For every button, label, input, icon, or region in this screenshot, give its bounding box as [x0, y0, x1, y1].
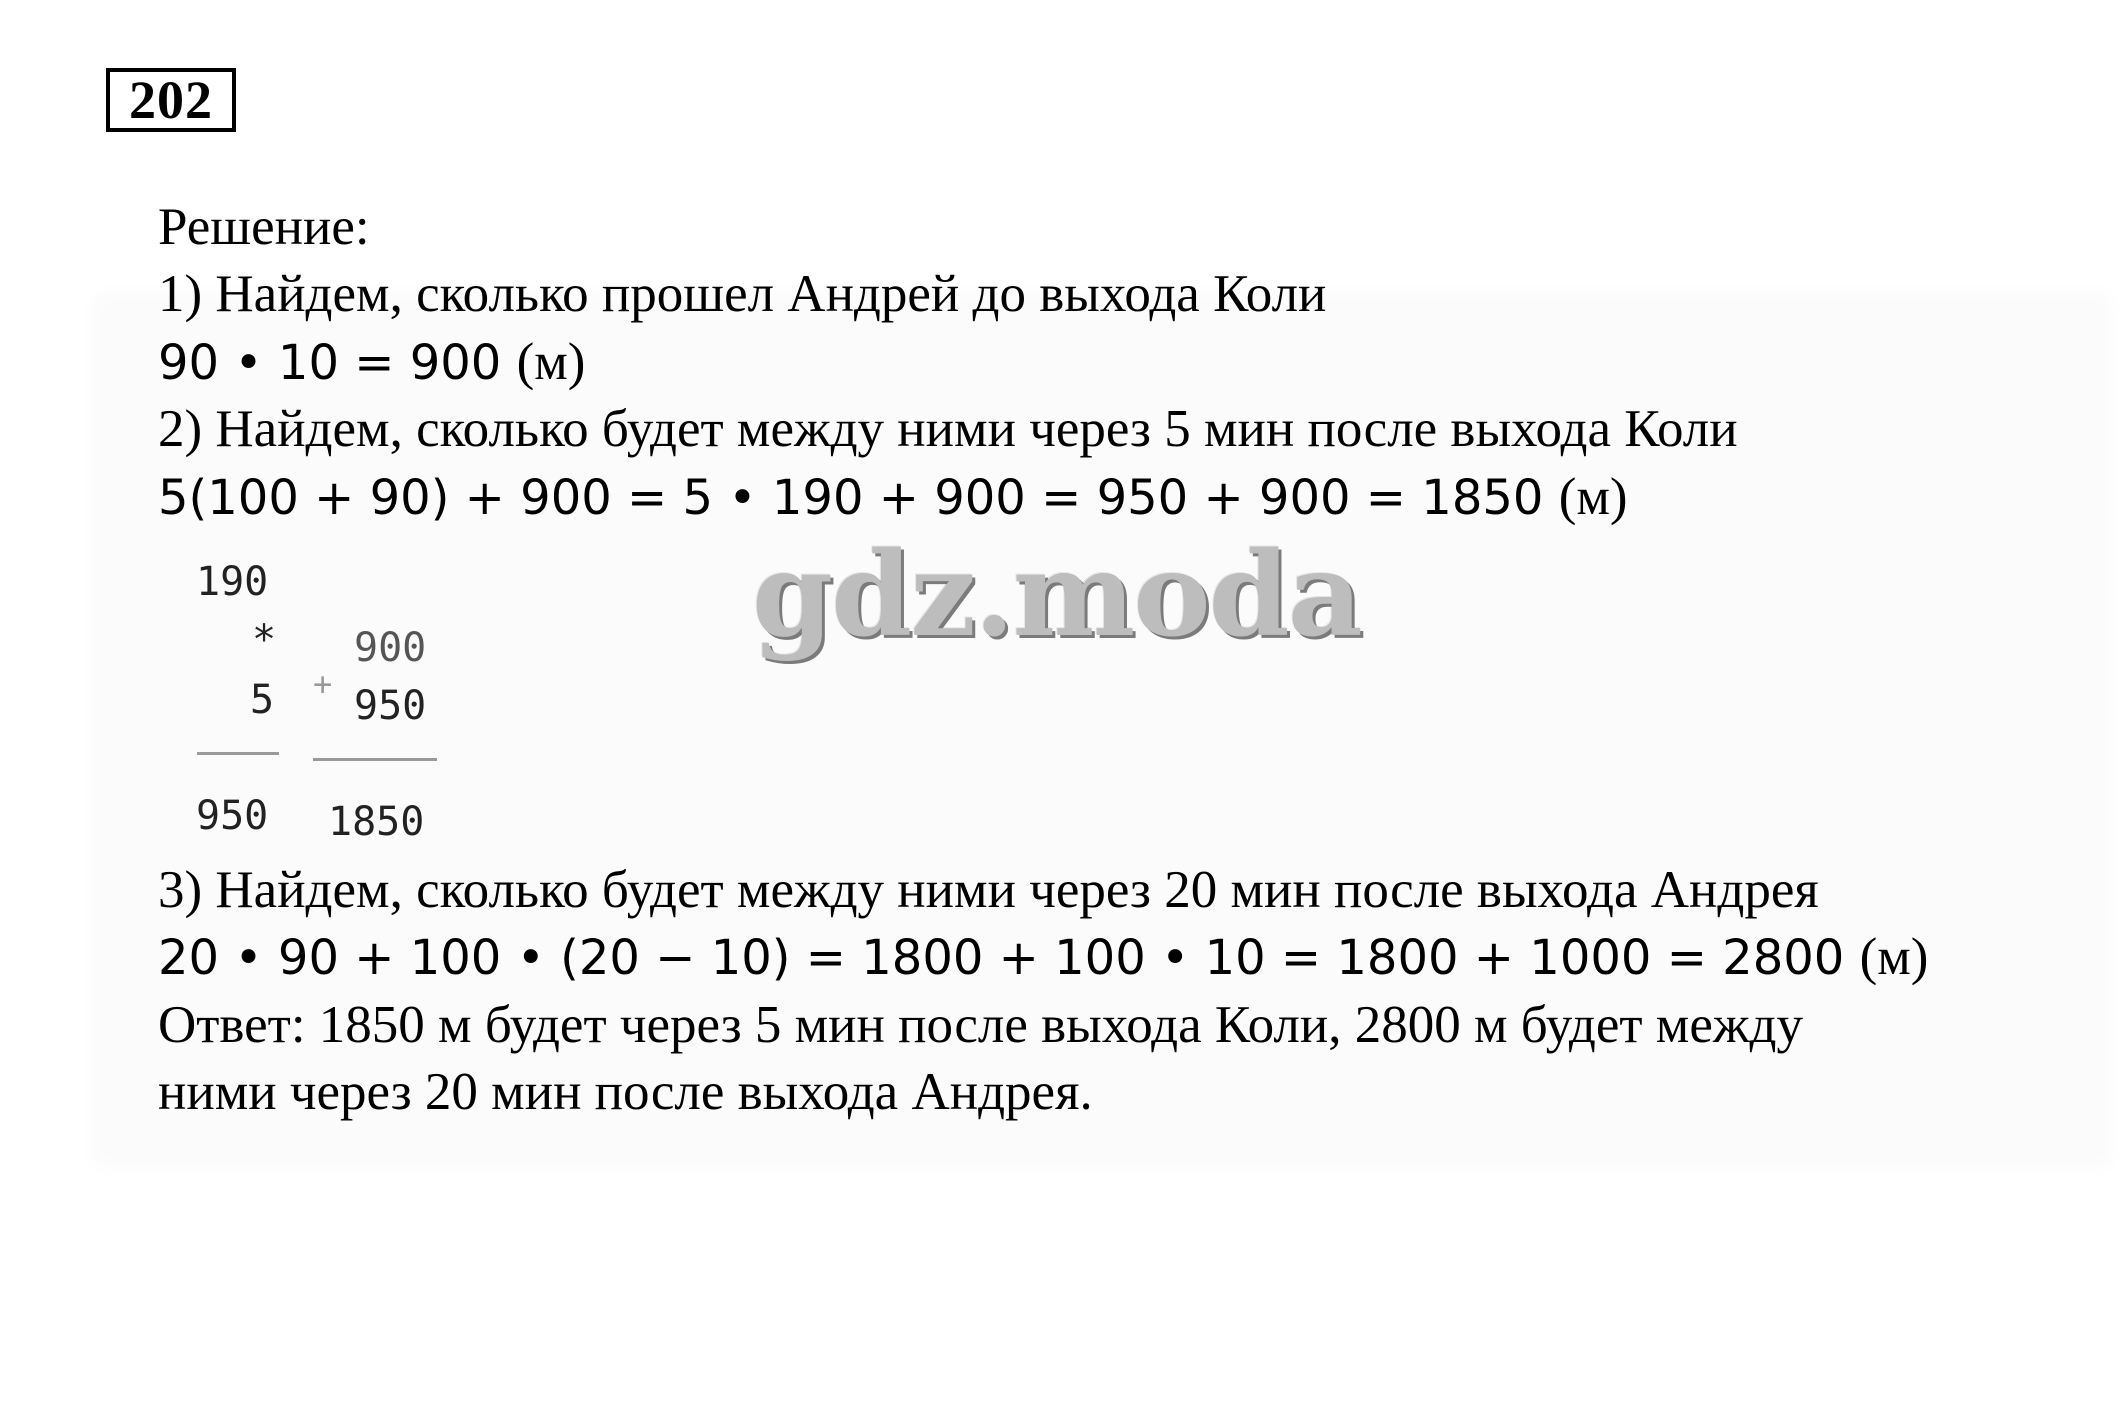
column-addition-bottom: 950 — [354, 683, 427, 729]
column-multiplication-bottom: 5 — [250, 677, 275, 723]
column-addition-operator: + — [313, 665, 333, 703]
answer-line-1: Ответ: 1850 м будет через 5 мин после выхода Коли, 2800 м будет между — [158, 996, 1803, 1054]
task-number-box: 202 — [106, 68, 236, 132]
column-multiplication-rule — [197, 752, 279, 755]
step-3-formula — [158, 925, 1928, 990]
step-1-formula-unit: (м) — [516, 333, 586, 391]
column-multiplication-top: 190 — [196, 559, 269, 605]
step-2-formula — [158, 465, 1628, 530]
step-1-title: 1) Найдем, сколько прошел Андрей до выхода Коли — [158, 265, 1327, 323]
watermark-logo: gdz.moda — [752, 527, 1361, 663]
step-2-title: 2) Найдем, сколько будет между ними через 5 мин после выхода Коли — [158, 400, 1738, 458]
step-2-formula-expression: 5(100 + 90) + 900 = 5 • 190 + 900 = 950 + 900 = 1850 — [158, 470, 1544, 526]
step-3-title: 3) Найдем, сколько будет между ними через 20 мин после выхода Андрея — [158, 861, 1819, 919]
step-3-formula-expression: 20 • 90 + 100 • (20 − 10) = 1800 + 100 • 10 = 1800 + 1000 = 2800 — [158, 930, 1845, 986]
column-addition-result: 1850 — [328, 799, 425, 845]
step-1-formula-expression: 90 • 10 = 900 — [158, 335, 502, 391]
column-addition-top: 900 — [354, 625, 427, 671]
column-multiplication-result: 950 — [196, 793, 269, 839]
step-2-formula-unit: (м) — [1558, 468, 1628, 526]
step-1-formula — [158, 330, 585, 395]
step-3-formula-unit: (м) — [1859, 928, 1929, 986]
solution-heading: Решение: — [158, 198, 370, 256]
column-addition-rule — [313, 758, 437, 761]
answer-line-2: ними через 20 мин после выхода Андрея. — [158, 1063, 1093, 1121]
column-multiplication-operator: * — [252, 617, 277, 663]
